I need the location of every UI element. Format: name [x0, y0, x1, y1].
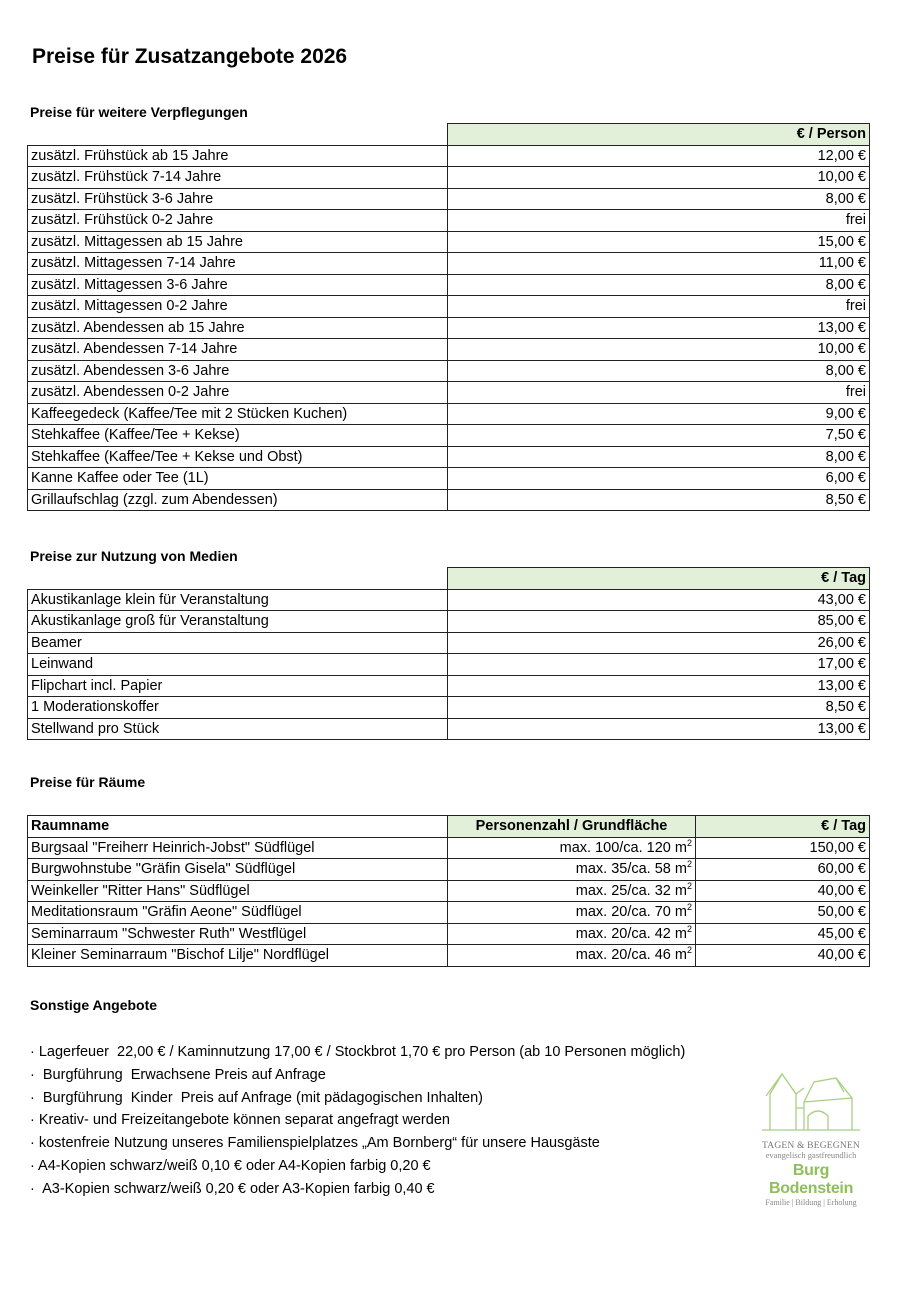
table-row: [28, 382, 870, 404]
item-label: zusätzl. Abendessen 3-6 Jahre: [28, 360, 448, 382]
item-label: Flipchart incl. Papier: [28, 675, 448, 697]
unit-header: € / Tag: [448, 568, 870, 590]
section-heading-raeume: Preise für Räume: [30, 774, 146, 790]
item-price: 17,00 €: [448, 654, 870, 676]
room-name: Seminarraum "Schwester Ruth" Westflügel: [28, 923, 448, 945]
table-row: [28, 274, 870, 296]
item-price: frei: [448, 382, 870, 404]
item-label: Stellwand pro Stück: [28, 718, 448, 740]
item-price: 8,00 €: [448, 188, 870, 210]
item-label: zusätzl. Frühstück 3-6 Jahre: [28, 188, 448, 210]
room-price: 40,00 €: [696, 880, 870, 902]
area-superscript: 2: [686, 859, 692, 870]
table-row: [28, 675, 870, 697]
item-price: 11,00 €: [448, 253, 870, 275]
item-price: 7,50 €: [448, 425, 870, 447]
area-superscript: 2: [686, 945, 692, 956]
item-label: zusätzl. Abendessen ab 15 Jahre: [28, 317, 448, 339]
room-name: Meditationsraum "Gräfin Aeone" Südflügel: [28, 902, 448, 924]
list-item: · kostenfreie Nutzung unseres Familienspielplatzes „Am Bornberg“ für unsere Hausgäste: [30, 1135, 600, 1152]
table-row: [28, 188, 870, 210]
item-label: zusätzl. Abendessen 0-2 Jahre: [28, 382, 448, 404]
list-item: · A3-Kopien schwarz/weiß 0,20 € oder A3-Kopien farbig 0,40 €: [30, 1180, 435, 1197]
item-label: Grillaufschlag (zzgl. zum Abendessen): [28, 489, 448, 511]
room-capacity: [448, 880, 696, 902]
table-row: [28, 468, 870, 490]
item-price: 13,00 €: [448, 675, 870, 697]
room-name: Burgwohnstube "Gräfin Gisela" Südflügel: [28, 859, 448, 881]
item-label: zusätzl. Mittagessen 0-2 Jahre: [28, 296, 448, 318]
item-label: zusätzl. Mittagessen 3-6 Jahre: [28, 274, 448, 296]
logo-name: Burg Bodenstein: [768, 1162, 854, 1197]
section-heading-medien: Preise zur Nutzung von Medien: [30, 548, 238, 564]
list-item: · Burgführung Erwachsene Preis auf Anfrage: [30, 1066, 326, 1083]
room-capacity: [448, 902, 696, 924]
area-superscript: 2: [686, 902, 692, 913]
item-label: zusätzl. Frühstück 7-14 Jahre: [28, 167, 448, 189]
section-heading-verpflegung: Preise für weitere Verpflegungen: [30, 104, 248, 120]
table-row: [28, 253, 870, 275]
item-label: Akustikanlage klein für Veranstaltung: [28, 589, 448, 611]
item-price: 85,00 €: [448, 611, 870, 633]
room-name: Burgsaal "Freiherr Heinrich-Jobst" Südflügel: [28, 837, 448, 859]
castle-logo-icon: [752, 1068, 870, 1136]
logo-tagline: Familie | Bildung | Erholung: [765, 1198, 857, 1207]
item-label: Akustikanlage groß für Veranstaltung: [28, 611, 448, 633]
room-capacity: [448, 945, 696, 967]
item-price: 9,00 €: [448, 403, 870, 425]
item-label: zusätzl. Frühstück ab 15 Jahre: [28, 145, 448, 167]
item-price: frei: [448, 210, 870, 232]
item-price: 8,00 €: [448, 360, 870, 382]
room-capacity: [448, 859, 696, 881]
header-personenzahl: Personenzahl / Grundfläche: [448, 816, 696, 838]
table-row: [28, 859, 870, 881]
table-row: [28, 945, 870, 967]
table-row: [28, 611, 870, 633]
capacity-text: max. 25/ca. 32 m: [575, 882, 687, 899]
area-superscript: 2: [686, 880, 692, 891]
table-row: [28, 589, 870, 611]
sonstige-list: [30, 1041, 685, 1201]
capacity-text: max. 35/ca. 58 m: [575, 861, 687, 878]
table-row: [28, 339, 870, 361]
room-name: Kleiner Seminarraum "Bischof Lilje" Nordflügel: [28, 945, 448, 967]
area-superscript: 2: [686, 837, 692, 848]
logo-line2: evangelisch gastfreundlich: [765, 1150, 857, 1160]
header-raumname: Raumname: [28, 816, 448, 838]
room-price: 60,00 €: [696, 859, 870, 881]
list-item: · Burgführung Kinder Preis auf Anfrage (mit pädagogischen Inhalten): [30, 1089, 483, 1106]
list-item: · A4-Kopien schwarz/weiß 0,10 € oder A4-Kopien farbig 0,20 €: [30, 1157, 431, 1174]
room-price: 45,00 €: [696, 923, 870, 945]
item-label: zusätzl. Frühstück 0-2 Jahre: [28, 210, 448, 232]
table-row: [28, 718, 870, 740]
item-price: 13,00 €: [448, 718, 870, 740]
page-title: Preise für Zusatzangebote 2026: [32, 45, 348, 68]
table-row: [28, 167, 870, 189]
table-row: [28, 902, 870, 924]
item-price: 6,00 €: [448, 468, 870, 490]
table-row: [28, 425, 870, 447]
room-capacity: [448, 837, 696, 859]
table-row: [28, 697, 870, 719]
item-label: zusätzl. Abendessen 7-14 Jahre: [28, 339, 448, 361]
item-label: Leinwand: [28, 654, 448, 676]
room-price: 40,00 €: [696, 945, 870, 967]
item-label: Kanne Kaffee oder Tee (1L): [28, 468, 448, 490]
logo-line1: TAGEN & BEGEGNEN: [762, 1141, 860, 1151]
table-row: [28, 880, 870, 902]
table-row: [28, 231, 870, 253]
item-label: Stehkaffee (Kaffee/Tee + Kekse): [28, 425, 448, 447]
table-row: [28, 446, 870, 468]
verpflegung-table: [27, 123, 870, 511]
item-price: 8,50 €: [448, 489, 870, 511]
room-price: 150,00 €: [696, 837, 870, 859]
item-price: 10,00 €: [448, 167, 870, 189]
item-price: 15,00 €: [448, 231, 870, 253]
item-price: 8,50 €: [448, 697, 870, 719]
item-price: 8,00 €: [448, 274, 870, 296]
room-name: Weinkeller "Ritter Hans" Südflügel: [28, 880, 448, 902]
item-price: 12,00 €: [448, 145, 870, 167]
item-label: zusätzl. Mittagessen ab 15 Jahre: [28, 231, 448, 253]
table-row: [28, 145, 870, 167]
medien-table: [27, 567, 870, 740]
item-price: frei: [448, 296, 870, 318]
table-header-row: [28, 568, 870, 590]
table-header-row: [28, 124, 870, 146]
table-row: [28, 296, 870, 318]
table-row: [28, 210, 870, 232]
list-item: · Lagerfeuer 22,00 € / Kaminnutzung 17,00 € / Stockbrot 1,70 € pro Person (ab 10 Personen möglich): [30, 1044, 686, 1060]
item-price: 26,00 €: [448, 632, 870, 654]
capacity-text: max. 100/ca. 120 m: [559, 839, 687, 856]
item-label: Kaffeegedeck (Kaffee/Tee mit 2 Stücken Kuchen): [28, 403, 448, 425]
logo: [752, 1068, 870, 1207]
table-row: [28, 837, 870, 859]
item-label: 1 Moderationskoffer: [28, 697, 448, 719]
header-preis: € / Tag: [696, 816, 870, 838]
list-item: · Kreativ- und Freizeitangebote können separat angefragt werden: [30, 1112, 450, 1129]
raeume-table: [27, 815, 870, 967]
table-row: [28, 403, 870, 425]
table-row: [28, 317, 870, 339]
item-price: 13,00 €: [448, 317, 870, 339]
capacity-text: max. 20/ca. 42 m: [575, 925, 687, 942]
item-price: 8,00 €: [448, 446, 870, 468]
section-heading-sonstige: Sonstige Angebote: [30, 997, 158, 1013]
item-label: Beamer: [28, 632, 448, 654]
item-label: zusätzl. Mittagessen 7-14 Jahre: [28, 253, 448, 275]
room-capacity: [448, 923, 696, 945]
item-label: Stehkaffee (Kaffee/Tee + Kekse und Obst): [28, 446, 448, 468]
table-row: [28, 632, 870, 654]
area-superscript: 2: [686, 923, 692, 934]
table-row: [28, 489, 870, 511]
table-header-row: [28, 816, 870, 838]
table-row: [28, 654, 870, 676]
capacity-text: max. 20/ca. 46 m: [575, 947, 687, 964]
item-price: 43,00 €: [448, 589, 870, 611]
table-row: [28, 923, 870, 945]
table-row: [28, 360, 870, 382]
capacity-text: max. 20/ca. 70 m: [575, 904, 687, 921]
item-price: 10,00 €: [448, 339, 870, 361]
room-price: 50,00 €: [696, 902, 870, 924]
unit-header: € / Person: [448, 124, 870, 146]
